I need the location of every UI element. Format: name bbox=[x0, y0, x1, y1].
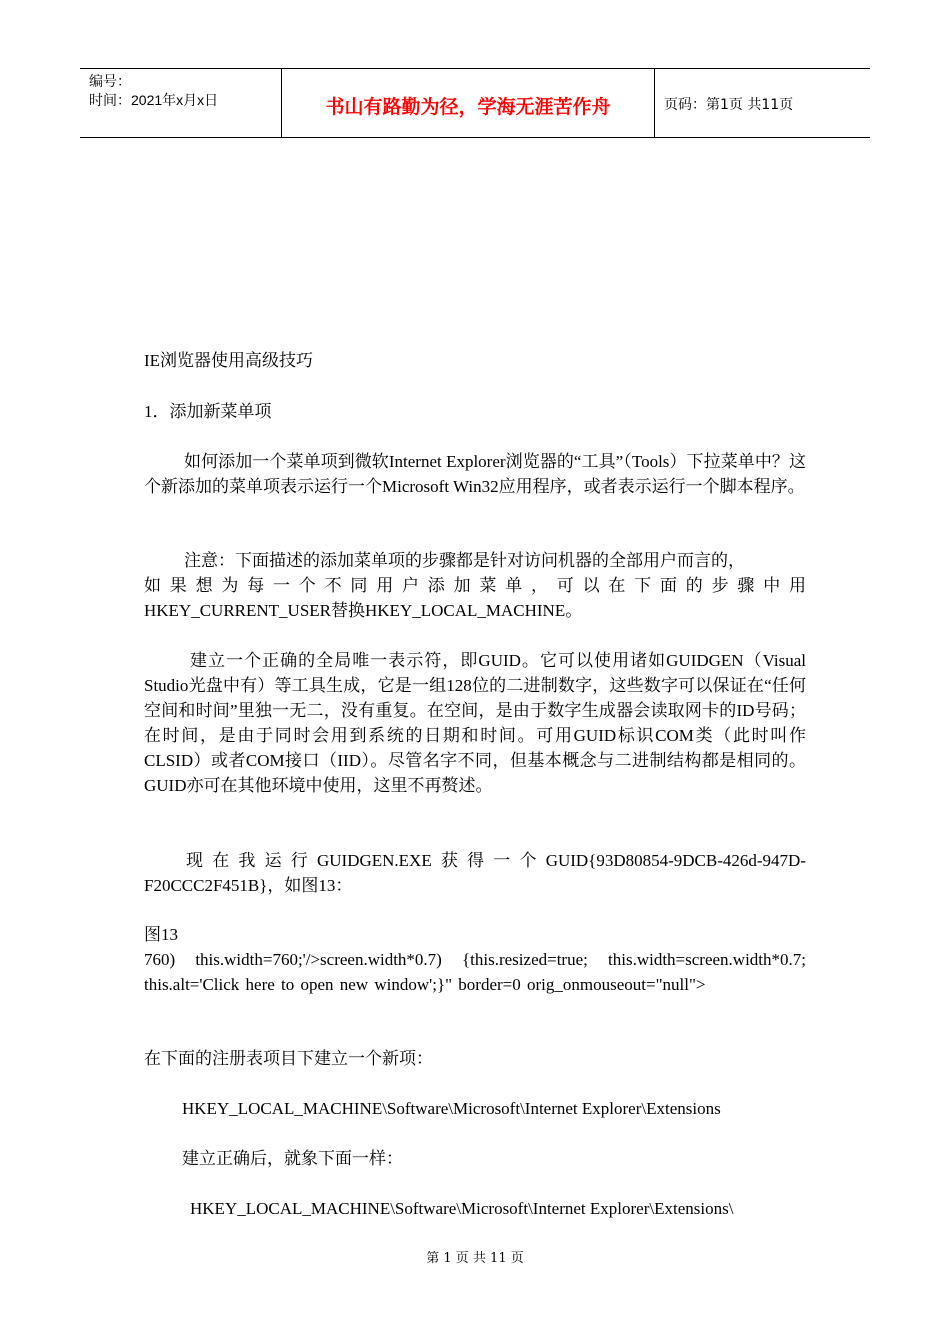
page-header bbox=[80, 68, 870, 138]
paragraph-guid: 建立一个正确的全局唯一表示符，即GUID。它可以使用诸如GUIDGEN（Visual Studio光盘中有）等工具生成，它是一组128位的二进制数字，这些数字可以保证在“任何空间和时间”里独一无二，没有重复。在空间，是由于数字生成器会读取网卡的ID号码；在时间，是由于同时会用到系统的日期和时间。可用GUID标识COM类（此时叫作CLSID）或者COM接口（IID）。尽管名字不同，但基本概念与二进制结构都是相同的。GUID亦可在其他环境中使用，这里不再赘述。 bbox=[144, 651, 806, 795]
note-line-2: 如果想为每一个不同用户添加菜单，可以在下面的步骤中用 bbox=[144, 576, 806, 595]
section-heading: 1．添加新菜单项 bbox=[144, 402, 272, 421]
serial-label: 编号： bbox=[89, 73, 131, 89]
note-line-1: 注意：下面描述的添加菜单项的步骤都是针对访问机器的全部用户而言的， bbox=[184, 551, 745, 570]
paragraph-result: 建立正确后，就象下面一样： bbox=[182, 1149, 403, 1168]
header-page-cell bbox=[655, 69, 870, 137]
registry-path-2: HKEY_LOCAL_MACHINE\Software\Microsoft\Internet Explorer\Extensions\ bbox=[190, 1199, 734, 1218]
article-title: IE浏览器使用高级技巧 bbox=[144, 351, 314, 370]
figure-label: 图13 bbox=[144, 925, 178, 944]
note-line-3: HKEY_CURRENT_USER替换HKEY_LOCAL_MACHINE。 bbox=[144, 601, 583, 620]
registry-path-1: HKEY_LOCAL_MACHINE\Software\Microsoft\Internet Explorer\Extensions bbox=[182, 1099, 721, 1118]
header-motto: 书山有路勤为径，学海无涯苦作舟 bbox=[325, 96, 611, 118]
page-footer: 第 1 页 共 11 页 bbox=[426, 1251, 524, 1266]
paragraph-note bbox=[144, 548, 806, 623]
paragraph-new-key: 在下面的注册表项目下建立一个新项： bbox=[144, 1049, 433, 1068]
header-motto-cell bbox=[282, 69, 655, 137]
paragraph-intro: 如何添加一个菜单项到微软Internet Explorer浏览器的“工具”（Tools）下拉菜单中？这个新添加的菜单项表示运行一个Microsoft Win32应用程序，或者表示运行一个脚本程序。 bbox=[144, 452, 806, 496]
header-page-info: 页码：第1页 共11页 bbox=[664, 97, 794, 113]
figure-code-text: 760) this.width=760;'/>screen.width*0.7) {this.resized=true; this.width=screen.width*0.7; this.alt='Click here to open new window';}" border=0 orig_onmouseout="null"> bbox=[144, 950, 806, 994]
header-meta-cell bbox=[80, 69, 282, 137]
paragraph-run-guidgen: 现在我运行GUIDGEN.EXE获得一个GUID{93D80854-9DCB-426d-947D-F20CCC2F451B}，如图13： bbox=[144, 851, 806, 895]
date-label: 时间：2021年x月x日 bbox=[89, 92, 219, 108]
